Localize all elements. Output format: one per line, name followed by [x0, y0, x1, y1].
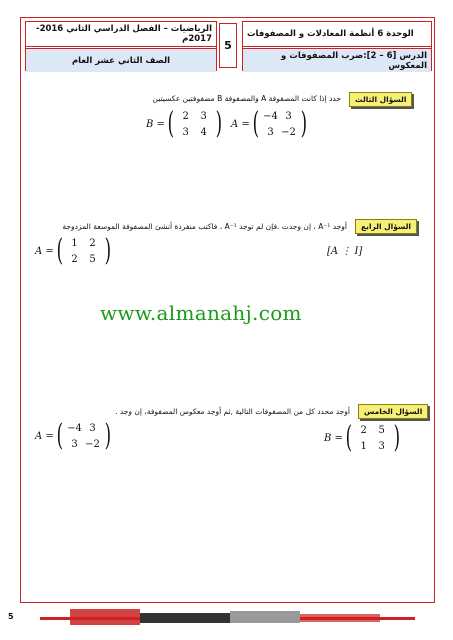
q5-matrix-b-label: B =: [324, 432, 343, 444]
page-number: 5: [8, 612, 14, 621]
matrix-cell: 2: [182, 110, 189, 122]
matrix-cell: 1: [360, 440, 367, 452]
matrix-cell: −2: [281, 126, 296, 138]
matrix-cell: 4: [200, 126, 207, 138]
q3-matrix-b-label: B =: [146, 118, 165, 130]
matrix-cell: 3: [285, 110, 292, 122]
q5-text: أوجد محدد كل من المصفوفات التالية ,ثم أوجد معكوس المصفوفة، إن وجد .: [115, 407, 350, 416]
matrix-cell: 3: [200, 110, 207, 122]
q3-matrix-b: B = ( 2 3 3 4 ): [146, 106, 222, 141]
q4-matrix-a: A = ( 1 2 2 5 ): [35, 233, 111, 268]
matrix-cell: 2: [360, 424, 367, 436]
matrix-cell: 3: [182, 126, 189, 138]
lesson-text: الدرس [6 – 2]:ضرب المصفوفات و المعكوس: [281, 50, 427, 71]
q3-matrix-a: A = ( −4 3 3 −2 ): [231, 106, 307, 141]
matrix-cell: 3: [71, 438, 78, 450]
matrix-cell: −2: [85, 438, 100, 450]
q4-matrix-a-label: A =: [35, 245, 54, 257]
matrix-cell: 3: [89, 422, 96, 434]
lesson-number: 5: [219, 23, 237, 68]
q3-text: حدد إذا كانت المصفوفة A والمصفوفة B مصفوفتين عكسيتين: [152, 94, 341, 103]
matrix-cell: 2: [71, 253, 78, 265]
q5-matrix-a: A = ( −4 3 3 −2 ): [35, 418, 111, 453]
watermark-url: www.almanahj.com: [100, 301, 302, 325]
grade-text: الصف الثاني عشر العام: [71, 55, 171, 66]
subject-label: الرياضيات – الفصل الدراسي الثاني 2016-2017م: [26, 22, 216, 49]
subject-header-box: [25, 21, 217, 71]
q4-text: أوجد A⁻¹ ، إن وجدت .فإن لم توجد A⁻¹ ، فاكتب منفردة أنشئ المصفوفة الموسعة المزدوجة: [62, 222, 347, 231]
augmented-matrix: [A ⋮ I]: [327, 246, 363, 257]
grade-label: [26, 49, 216, 72]
matrix-cell: 2: [89, 237, 96, 249]
q3-matrix-a-label: A =: [231, 118, 250, 130]
matrix-cell: 5: [89, 253, 96, 265]
unit-label: الوحدة 6 أنظمة المعادلات و المصفوفات: [243, 22, 431, 49]
matrix-cell: −4: [67, 422, 82, 434]
matrix-cell: 5: [378, 424, 385, 436]
matrix-cell: 3: [267, 126, 274, 138]
q5-matrix-a-label: A =: [35, 430, 54, 442]
lesson-header-box: [242, 21, 432, 71]
lesson-label: [243, 49, 431, 72]
matrix-cell: 3: [378, 440, 385, 452]
q5-matrix-b: B = ( 2 5 1 3 ): [324, 420, 400, 455]
q4-badge: السؤال الرابع: [355, 219, 417, 234]
q3-badge: السؤال الثالث: [349, 92, 412, 107]
footer-logo: [30, 603, 425, 633]
matrix-cell: −4: [263, 110, 278, 122]
matrix-cell: 1: [71, 237, 78, 249]
q5-badge: السؤال الخامس: [358, 404, 428, 419]
